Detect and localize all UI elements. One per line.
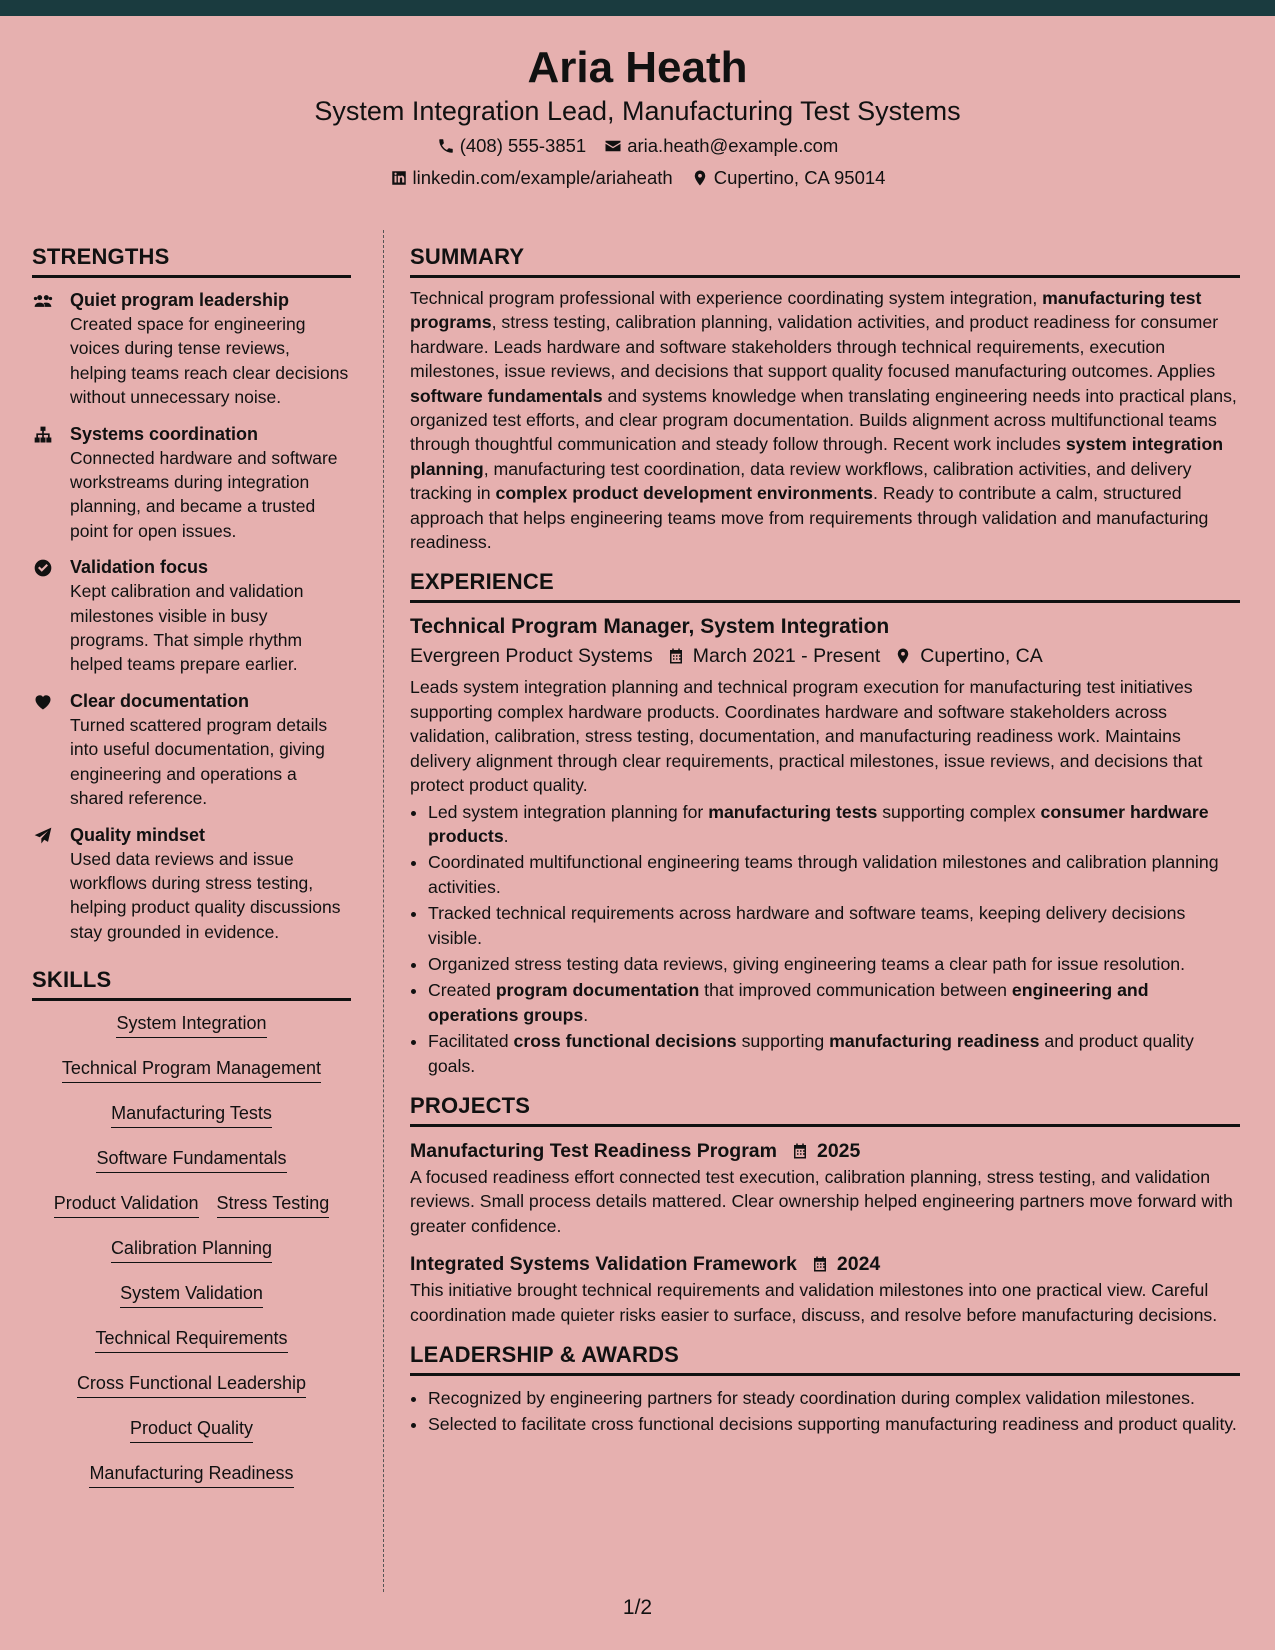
- job-meta: [410, 641, 1240, 671]
- users-icon: [32, 288, 70, 410]
- text-run: , stress testing, calibration planning, validation activities, and product readiness for consumer hardware. Leads hardware and software stakeholders through technical requirements, execution milestones, issue reviews, and decisions that support quality focused manufacturing outcomes. Applies: [410, 312, 1219, 382]
- project-header: [410, 1250, 1240, 1278]
- linkedin-text: linkedin.com/example/ariaheath: [412, 167, 673, 188]
- strength-desc: Created space for engineering voices during tense reviews, helping teams reach clear decisions without unnecessary noise.: [70, 314, 349, 408]
- skill-row: [32, 1146, 351, 1191]
- text-run: supporting: [736, 1031, 830, 1052]
- phone-text: (408) 555-3851: [459, 135, 587, 156]
- awards-list: [410, 1386, 1240, 1437]
- email-text: aria.heath@example.com: [627, 135, 839, 156]
- project-year: 2025: [816, 1139, 861, 1162]
- strength-title: Quiet program leadership: [70, 290, 290, 310]
- text-run: Led system integration planning for: [428, 801, 709, 822]
- project-item: [410, 1137, 1240, 1238]
- linkedin-item[interactable]: [390, 166, 673, 190]
- award-item: • Recognized by engineering partners for steady coordination during complex validation milestones.: [428, 1386, 1240, 1410]
- phone-icon: [437, 137, 455, 155]
- skill-tag: Technical Requirements: [95, 1326, 287, 1353]
- phone-item: [437, 134, 587, 158]
- map-pin-icon: [691, 169, 709, 187]
- email-item[interactable]: [604, 134, 838, 158]
- left-column: [32, 243, 351, 1506]
- projects-list: [410, 1137, 1240, 1327]
- job-bullet: [428, 952, 1240, 976]
- candidate-name: Aria Heath: [527, 43, 748, 92]
- map-pin-icon: [894, 647, 912, 665]
- skill-tag: System Integration: [116, 1011, 266, 1038]
- skill-tag: Calibration Planning: [111, 1236, 272, 1263]
- strength-item: [32, 689, 351, 811]
- column-divider: [383, 230, 384, 1592]
- bold-text: software fundamentals: [410, 385, 603, 406]
- award-item: • Selected to facilitate cross functional decisions supporting manufacturing readiness and product quality.: [428, 1412, 1240, 1436]
- calendar-icon: [811, 1255, 829, 1273]
- skills-list: [32, 1011, 351, 1506]
- job-location: Cupertino, CA: [920, 645, 1043, 668]
- text-run: that improved communication between: [699, 980, 1012, 1001]
- job-bullet: [428, 978, 1240, 1027]
- summary-heading: SUMMARY: [410, 243, 1240, 278]
- experience-heading: EXPERIENCE: [410, 568, 1240, 603]
- candidate-role: System Integration Lead, Manufacturing Test Systems: [314, 96, 961, 126]
- strength-title: Validation focus: [70, 557, 209, 578]
- envelope-icon: [604, 137, 622, 155]
- bold-text: consumer hardware products: [428, 801, 1209, 846]
- strength-desc: Kept calibration and validation milestones visible in busy programs. That simple rhythm helped teams prepare earlier.: [70, 581, 304, 675]
- heart-icon: [32, 689, 70, 811]
- text-run: Facilitated: [428, 1031, 514, 1052]
- text-run: supporting complex: [877, 801, 1041, 822]
- linkedin-icon: [390, 169, 408, 187]
- skill-row: [32, 1056, 351, 1101]
- resume-header: [0, 16, 1275, 204]
- text-run: .: [583, 1004, 589, 1025]
- project-desc: This initiative brought technical requirements and validation milestones into one practical view. Careful coordination made quieter risks easier to surface, discuss, and resolve before manufacturing decisions.: [410, 1280, 1218, 1325]
- text-run: Technical program professional with experience coordinating system integration,: [410, 288, 1043, 308]
- skill-tag: System Validation: [120, 1281, 263, 1308]
- strengths-heading: STRENGTHS: [32, 243, 351, 278]
- text-run: and product quality goals.: [428, 1031, 1194, 1076]
- project-desc: A focused readiness effort connected test execution, calibration planning, stress testing, and validation reviews. Small process details mattered. Clear ownership helped engineering partners move forward with greater confidence.: [410, 1166, 1233, 1236]
- bold-text: complex product development environments: [495, 483, 873, 504]
- strength-desc: Used data reviews and issue workflows during stress testing, helping product quality discussions stay grounded in evidence.: [70, 848, 341, 942]
- company-name: Evergreen Product Systems: [410, 645, 653, 668]
- skill-row: [32, 1326, 351, 1371]
- job-title: Technical Program Manager, System Integration: [410, 615, 890, 639]
- skills-section: [32, 966, 351, 1506]
- project-header: [410, 1137, 1240, 1165]
- job-bullet: [428, 901, 1240, 950]
- bold-text: manufacturing test programs: [410, 288, 1202, 333]
- skill-tag: Product Validation: [54, 1191, 199, 1218]
- strength-item: [32, 422, 351, 544]
- strength-desc: Turned scattered program details into useful documentation, giving engineering and operations a shared reference.: [70, 714, 328, 809]
- summary-text: [410, 286, 1240, 554]
- location-item: [691, 166, 886, 190]
- strength-body: [70, 689, 351, 811]
- strengths-list: [32, 288, 351, 944]
- text-run: Organized stress testing data reviews, giving engineering teams a clear path for issue resolution.: [428, 953, 1186, 974]
- strength-title: Quality mindset: [70, 824, 206, 845]
- job-bullet: [428, 800, 1240, 849]
- skill-row: [32, 1416, 351, 1461]
- strength-body: [70, 823, 351, 945]
- skill-tag: Manufacturing Tests: [111, 1101, 272, 1128]
- awards-heading: LEADERSHIP & AWARDS: [410, 1341, 1240, 1376]
- text-run: Tracked technical requirements across hardware and software teams, keeping delivery decisions visible.: [428, 903, 1186, 948]
- skill-tag: Manufacturing Readiness: [89, 1461, 293, 1488]
- project-name: Integrated Systems Validation Framework: [410, 1253, 797, 1276]
- skill-tag: Stress Testing: [217, 1191, 330, 1218]
- sitemap-icon: [32, 422, 70, 544]
- text-run: and systems knowledge when translating engineering needs into practical plans, organized test efforts, and clear program documentation. Builds alignment across multifunctional teams through thoughtful communication and steady follow through. Recent work includes: [410, 385, 1237, 455]
- strength-desc: Connected hardware and software workstreams during integration planning, and became a trusted point for open issues.: [70, 447, 338, 541]
- text-run: Created: [428, 980, 496, 1001]
- page-number: 1/2: [622, 1596, 653, 1619]
- strength-title: Clear documentation: [70, 690, 250, 711]
- strength-body: [70, 288, 351, 410]
- skills-heading: SKILLS: [32, 966, 351, 1001]
- text-run: . Ready to contribute a calm, structured approach that helps engineering teams move from requirements through validation and manufacturing readiness.: [410, 483, 1209, 553]
- skill-tag: Software Fundamentals: [96, 1146, 286, 1173]
- location-text: Cupertino, CA 95014: [713, 167, 886, 188]
- bold-text: manufacturing readiness: [829, 1031, 1040, 1052]
- text-run: Coordinated multifunctional engineering teams through validation milestones and calibration planning activities.: [428, 852, 1219, 897]
- skill-row: [32, 1236, 351, 1281]
- skill-row: [32, 1461, 351, 1506]
- paper-plane-icon: [32, 823, 70, 945]
- job-bullets: [410, 800, 1240, 1078]
- skill-tag: Technical Program Management: [62, 1056, 321, 1083]
- project-year: 2024: [836, 1253, 881, 1276]
- bold-text: manufacturing tests: [708, 801, 878, 822]
- skill-row: [32, 1281, 351, 1326]
- strength-item: [32, 823, 351, 945]
- strength-item: [32, 288, 351, 410]
- job-description: Leads system integration planning and technical program execution for manufacturing test initiatives supporting complex hardware products. Coordinates hardware and software stakeholders across validation, calibration, stress testing, documentation, and manufacturing readiness work. Maintains delivery alignment through clear requirements, practical milestones, issue reviews, and decisions that protect product quality.: [410, 677, 1203, 796]
- skill-row: [32, 1101, 351, 1146]
- skill-row: [32, 1371, 351, 1416]
- bold-text: cross functional decisions: [513, 1031, 737, 1052]
- job-bullet: [428, 850, 1240, 899]
- projects-heading: PROJECTS: [410, 1092, 1240, 1127]
- skill-row: [32, 1011, 351, 1056]
- strength-body: [70, 555, 351, 677]
- strength-body: [70, 422, 351, 544]
- text-run: , manufacturing test coordination, data review workflows, calibration activities, and delivery tracking in: [410, 458, 1192, 504]
- project-name: Manufacturing Test Readiness Program: [410, 1139, 777, 1162]
- bold-text: engineering and operations groups: [428, 980, 1149, 1025]
- top-accent-bar: [0, 0, 1275, 16]
- bold-text: program documentation: [495, 980, 700, 1001]
- job-bullet: [428, 1029, 1240, 1078]
- contact-row-1: [0, 134, 1275, 158]
- calendar-icon: [791, 1142, 809, 1160]
- skill-tag: Cross Functional Leadership: [77, 1371, 306, 1398]
- job-dates: March 2021 - Present: [692, 645, 881, 668]
- skill-row: [32, 1191, 351, 1236]
- contact-row-2: [0, 166, 1275, 190]
- skill-tag: Product Quality: [130, 1416, 253, 1443]
- strength-item: [32, 555, 351, 677]
- bold-text: system integration planning: [410, 434, 1224, 479]
- calendar-icon: [667, 647, 685, 665]
- check-circle-icon: [32, 555, 70, 677]
- project-item: [410, 1250, 1240, 1327]
- strength-title: Systems coordination: [70, 423, 259, 444]
- text-run: .: [503, 825, 509, 846]
- right-column: [410, 243, 1240, 1439]
